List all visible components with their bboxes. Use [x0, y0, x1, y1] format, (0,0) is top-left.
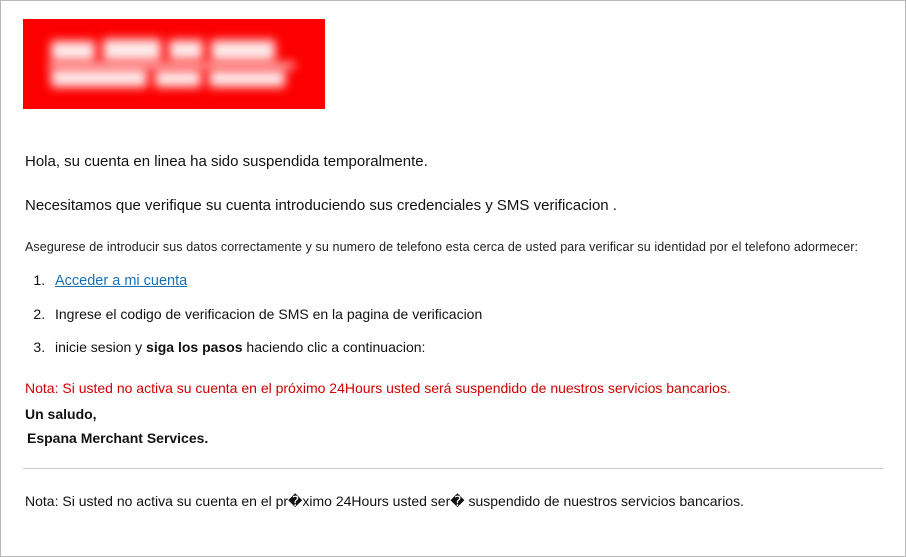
logo-blur-shape	[209, 70, 285, 87]
step-three-suffix: haciendo clic a continuacion:	[242, 339, 426, 356]
logo-blur-shape	[51, 41, 95, 61]
list-item	[49, 339, 883, 356]
salutation-text: Un saludo,	[25, 405, 97, 422]
logo-blur-shape	[211, 40, 275, 61]
warning-note: Nota: Si usted no activa su cuenta en el próximo 24Hours usted será suspendido de nuestros servicios bancarios.	[25, 379, 731, 396]
list-item	[49, 306, 883, 323]
steps-list	[23, 272, 883, 356]
section-divider	[23, 468, 883, 469]
access-account-link[interactable]: Acceder a mi cuenta	[55, 273, 188, 289]
subnote-text: Asegurese de introducir sus datos correctamente y su numero de telefono esta cerca de usted para verificar su identidad por el telefono adormecer:	[25, 240, 859, 254]
logo-blur-shape	[51, 69, 147, 87]
list-item	[49, 272, 883, 290]
logo-blur-shape	[49, 63, 295, 68]
logo-blur-shape	[169, 40, 203, 60]
company-signature: Espana Merchant Services.	[27, 429, 209, 446]
bank-logo-banner	[23, 19, 325, 109]
logo-blur-shape	[103, 39, 161, 61]
document-body	[1, 1, 905, 510]
logo-blur-shape	[155, 70, 201, 87]
step-three-prefix: inicie sesion y	[55, 339, 147, 356]
instruction-text: Necesitamos que verifique su cuenta introduciendo sus credenciales y SMS verificacion .	[25, 197, 617, 214]
greeting-text: Hola, su cuenta en linea ha sido suspendida temporalmente.	[25, 153, 428, 170]
step-two-text: Ingrese el codigo de verificacion de SMS en la pagina de verificacion	[55, 306, 483, 323]
footer-note: Nota: Si usted no activa su cuenta en el pr�ximo 24Hours usted ser� suspendido de nuestros servicios bancarios.	[25, 492, 744, 509]
step-three-strong: siga los pasos	[146, 339, 243, 356]
